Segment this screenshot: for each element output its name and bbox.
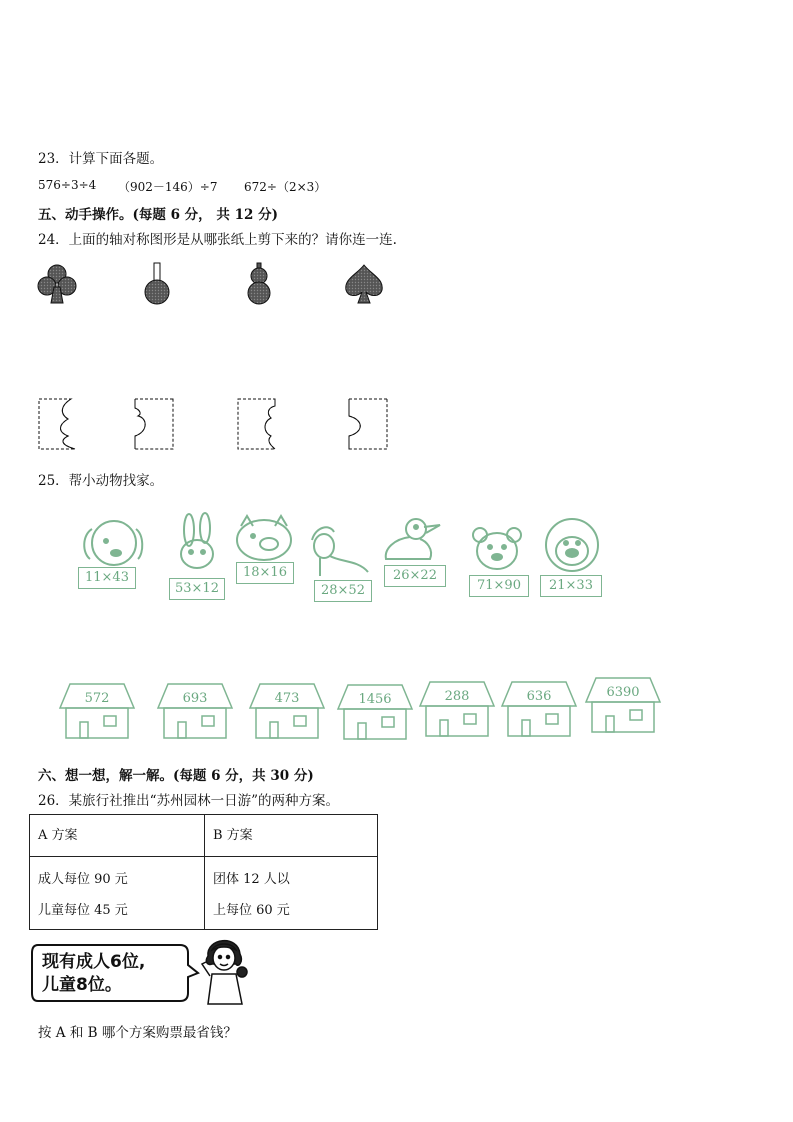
- plan-b-line-2: 上每位 60 元: [213, 903, 290, 918]
- plan-a-header: A 方案: [30, 815, 205, 857]
- girl-icon: [198, 934, 252, 1006]
- duck-icon: [380, 515, 448, 565]
- speech-bubble: [30, 943, 190, 1001]
- paper-piece-1[interactable]: [38, 398, 78, 450]
- monkey-icon: [538, 517, 608, 577]
- girl-illustration: [198, 934, 252, 1010]
- plan-a-cell: [30, 857, 205, 930]
- pig-label: 18×16: [236, 562, 294, 584]
- plan-a-line-2: 儿童每位 45 元: [38, 903, 128, 918]
- question-24-title: 24．上面的轴对称图形是从哪张纸上剪下来的？请你连一连.: [38, 232, 397, 248]
- house-1[interactable]: [58, 682, 136, 740]
- plan-b-line-1: 团体 12 人以: [213, 872, 290, 887]
- rabbit-animal[interactable]: [165, 512, 227, 602]
- house-3[interactable]: [248, 682, 326, 740]
- bubble-line-1: 现有成人6位,: [42, 952, 146, 972]
- pig-animal[interactable]: [233, 512, 295, 587]
- house-number: 1456: [358, 692, 392, 707]
- pig-icon: [233, 512, 295, 564]
- club-icon: [37, 263, 77, 305]
- question-26-prompt: 按 A 和 B 哪个方案购票最省钱？: [38, 1025, 237, 1041]
- spade-icon: [342, 263, 386, 305]
- monkey-label: 21×33: [540, 575, 602, 597]
- bulb-icon: [142, 262, 172, 306]
- expression-3: 672÷（2×3）: [244, 180, 327, 194]
- section-5-heading: 五、动手操作。(每题 6 分， 共 12 分): [38, 207, 278, 223]
- house-number: 473: [274, 691, 300, 706]
- paper-piece-4[interactable]: [346, 398, 388, 450]
- house-number: 693: [182, 691, 208, 706]
- plan-a-line-1: 成人每位 90 元: [38, 872, 128, 887]
- paper-piece-3[interactable]: [237, 398, 279, 450]
- question-26-title: 26．某旅行社推出“苏州园林一日游”的两种方案。: [38, 793, 339, 809]
- gourd-icon: [244, 262, 274, 306]
- bear-icon: [466, 525, 532, 575]
- duck-animal[interactable]: [380, 515, 448, 590]
- paper-piece-2[interactable]: [132, 398, 174, 450]
- expression-2: （902－146）÷7: [118, 180, 218, 194]
- house-6[interactable]: [500, 680, 578, 738]
- house-4[interactable]: [336, 683, 414, 741]
- question-23-title: 23．计算下面各题。: [38, 151, 164, 167]
- question-25-title: 25．帮小动物找家。: [38, 473, 164, 489]
- goat-label: 28×52: [314, 580, 372, 602]
- goat-animal[interactable]: [306, 520, 374, 605]
- bubble-line-2: 儿童8位。: [42, 975, 122, 995]
- bubble-text: [42, 951, 145, 997]
- goat-icon: [306, 520, 374, 580]
- rabbit-label: 53×12: [169, 578, 225, 600]
- rabbit-icon: [165, 512, 227, 582]
- expression-1: 576÷3÷4: [38, 178, 97, 192]
- plans-table: [29, 814, 378, 930]
- monkey-animal[interactable]: [538, 517, 608, 599]
- dog-animal[interactable]: [76, 515, 146, 590]
- house-number: 6390: [606, 685, 640, 700]
- house-7[interactable]: [584, 676, 662, 734]
- bear-animal[interactable]: [466, 525, 532, 600]
- house-5[interactable]: [418, 680, 496, 738]
- bear-label: 71×90: [469, 575, 529, 597]
- plan-b-cell: [205, 857, 378, 930]
- duck-label: 26×22: [384, 565, 446, 587]
- house-2[interactable]: [156, 682, 234, 740]
- dog-label: 11×43: [78, 567, 136, 589]
- house-number: 636: [526, 689, 552, 704]
- house-number: 288: [444, 689, 470, 704]
- dog-icon: [76, 515, 146, 575]
- plan-b-header: B 方案: [205, 815, 378, 857]
- section-6-heading: 六、想一想，解一解。(每题 6 分，共 30 分): [38, 768, 314, 784]
- house-number: 572: [84, 691, 110, 706]
